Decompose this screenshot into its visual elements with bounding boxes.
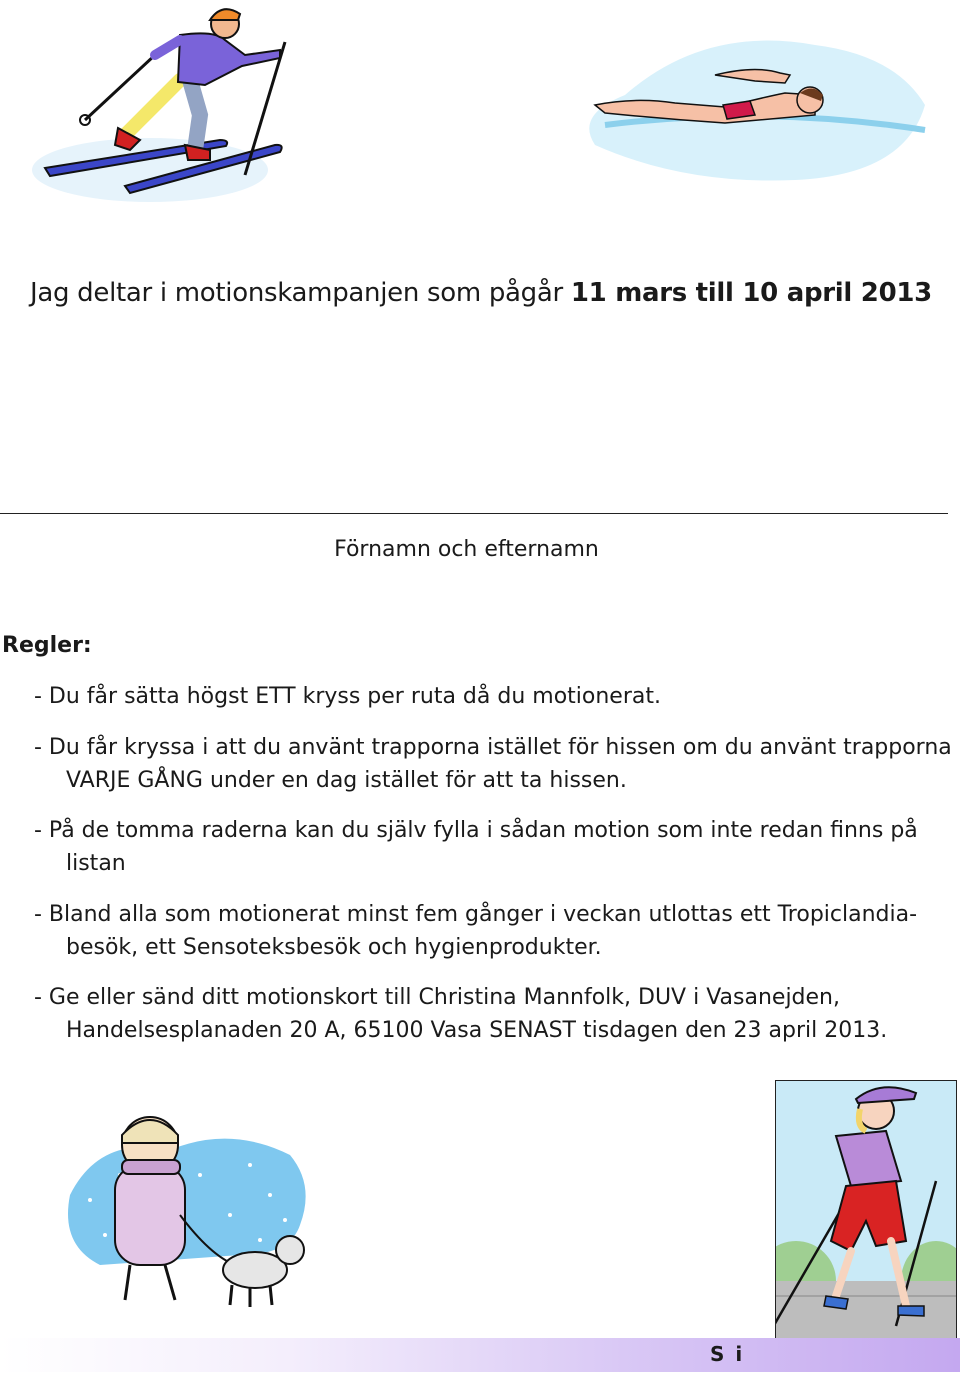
rules-heading: Regler: <box>2 633 92 658</box>
name-field-caption: Förnamn och efternamn <box>334 537 599 562</box>
skier-illustration <box>30 0 290 205</box>
footer-band <box>0 1338 960 1372</box>
rule-item: - På de tomma raderna kan du själv fylla i sådan motion som inte redan finns på listan <box>34 818 918 876</box>
rule-item: - Bland alla som motionerat minst fem gånger i veckan utlottas ett Tropiclandia-besök, ett Sensoteksbesök och hygienprodukter. <box>34 902 918 960</box>
nordic-walker-drawing <box>776 1081 956 1339</box>
rule-item: - Ge eller sänd ditt motionskort till Christina Mannfolk, DUV i Vasanejden, Handelsesplanaden 20 A, 65100 Vasa SENAST tisdagen den 23 april 2013. <box>34 985 888 1043</box>
headline-prefix: Jag deltar i motionskampanjen som pågår <box>30 278 571 308</box>
swimmer-illustration <box>565 35 935 185</box>
footer-page-label: S i <box>710 1342 745 1366</box>
campaign-headline <box>30 278 932 308</box>
name-signature-line[interactable] <box>0 513 948 514</box>
nordic-walker-illustration <box>775 1080 957 1340</box>
rule-item: - Du får sätta högst ETT kryss per ruta då du motionerat. <box>34 684 661 709</box>
walker-with-dog-illustration <box>60 1105 320 1315</box>
rule-item: - Du får kryssa i att du använt trapporna istället för hissen om du använt trapporna VARJE GÅNG under en dag istället för att ta hissen. <box>34 735 952 793</box>
campaign-dates: 11 mars till 10 april 2013 <box>570 278 932 308</box>
